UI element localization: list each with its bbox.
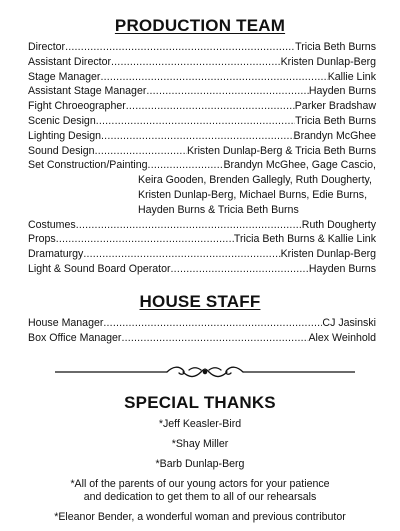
credit-name: Brandyn McGhee, Gage Cascio, (223, 159, 376, 172)
credit-name: Hayden Burns (308, 262, 376, 275)
credit-row (28, 70, 376, 85)
credit-row (28, 84, 376, 99)
production-team-list (28, 40, 376, 277)
thanks-line: *Jeff Keasler-Bird (158, 418, 242, 430)
credit-name: Kristen Dunlap-Berg & Tricia Beth Burns (186, 144, 376, 157)
credit-role: Set Construction/Painting (28, 159, 148, 172)
special-thanks-heading: SPECIAL THANKS (124, 393, 276, 412)
thanks-line: *Eleanor Bender, a wonderful woman and previous contributor (54, 511, 346, 523)
credit-name: Ruth Dougherty (301, 218, 376, 231)
credit-role: Box Office Manager (28, 331, 122, 344)
production-team-section (0, 16, 400, 36)
credit-row (28, 158, 376, 173)
credit-row (28, 218, 376, 233)
credit-name: Tricia Beth Burns (295, 41, 376, 53)
thanks-line: *All of the parents of our young actors for your patience and dedication to get them to all of our rehearsals (70, 478, 330, 503)
dot-leader (76, 218, 302, 233)
dot-leader (96, 114, 295, 129)
credit-role: Assistant Stage Manager (28, 85, 147, 98)
thanks-line: *Barb Dunlap-Berg (155, 458, 245, 470)
dot-leader (148, 158, 224, 173)
credit-name: Alex Weinhold (308, 331, 376, 344)
credit-role: House Manager (28, 317, 104, 329)
credit-row (28, 232, 376, 247)
credit-name: CJ Jasinski (322, 317, 376, 329)
dot-leader (126, 99, 295, 114)
dot-leader (95, 144, 187, 159)
house-staff-heading: HOUSE STAFF (139, 292, 261, 311)
credit-name: Kallie Link (327, 70, 376, 83)
credit-role: Assistant Director (28, 55, 112, 68)
credit-role: Light & Sound Board Operator (28, 262, 171, 275)
special-thanks-section (0, 393, 400, 413)
credit-role: Props (28, 233, 56, 246)
credit-row (28, 144, 376, 159)
dot-leader (65, 40, 295, 55)
thanks-line: *Shay Miller (171, 438, 229, 450)
credit-role: Director (28, 41, 66, 53)
credit-name: Tricia Beth Burns & Kallie Link (233, 233, 376, 246)
credit-continuation: Kristen Dunlap-Berg, Michael Burns, Edie Burns, (138, 188, 368, 201)
dot-leader (103, 316, 322, 331)
house-staff-list (28, 316, 376, 346)
credit-row (28, 55, 376, 70)
credit-role: Stage Manager (28, 70, 101, 83)
credit-name: Brandyn McGhee (293, 129, 376, 142)
credit-role: Fight Chroeographer (28, 100, 126, 113)
production-team-heading: PRODUCTION TEAM (114, 16, 286, 35)
house-staff-section (0, 292, 400, 312)
dot-leader (171, 262, 309, 277)
credit-role: Sound Design (28, 144, 95, 157)
dot-leader (111, 55, 281, 70)
credit-row (28, 99, 376, 114)
ornamental-divider (55, 364, 355, 380)
dot-leader (83, 247, 280, 262)
dot-leader (100, 70, 327, 85)
credit-row (28, 331, 376, 346)
dot-leader (121, 331, 308, 346)
credit-role: Dramaturgy (28, 248, 84, 261)
dot-leader (101, 129, 294, 144)
dot-leader (146, 84, 308, 99)
credit-role: Lighting Design (28, 129, 102, 142)
credit-role: Costumes (28, 218, 76, 231)
credit-row (28, 247, 376, 262)
credit-continuation: Keira Gooden, Brenden Gallegly, Ruth Dougherty, (138, 174, 372, 187)
credit-row (28, 262, 376, 277)
credit-row (28, 316, 376, 331)
credit-name: Parker Bradshaw (294, 100, 376, 113)
credit-name: Hayden Burns (308, 85, 376, 98)
dot-leader (56, 232, 234, 247)
credit-row (28, 114, 376, 129)
special-thanks-list (0, 418, 400, 531)
credit-name: Tricia Beth Burns (295, 114, 376, 127)
credit-name: Kristen Dunlap-Berg (280, 55, 376, 68)
credit-row (28, 40, 376, 55)
credit-name: Kristen Dunlap-Berg (280, 248, 376, 261)
credit-row (28, 129, 376, 144)
credit-continuation: Hayden Burns & Tricia Beth Burns (138, 203, 299, 216)
credit-role: Scenic Design (28, 114, 96, 127)
